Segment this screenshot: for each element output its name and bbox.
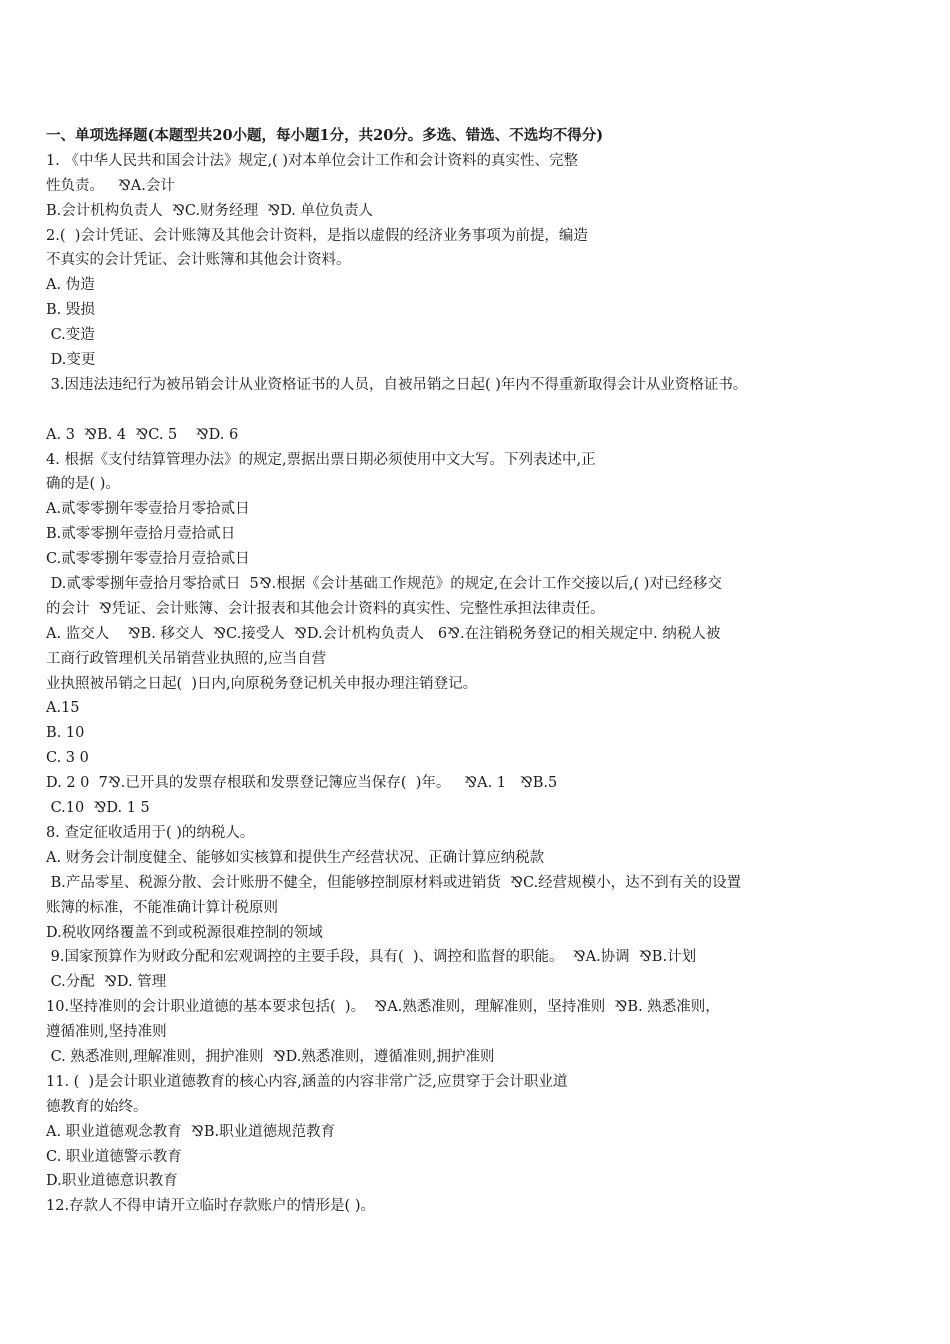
text-line: C.分配 ⅋D. 管理 — [46, 974, 167, 991]
text-line: 11. ( )是会计职业道德教育的核心内容,涵盖的内容非常广泛,应贯穿于会计职业道 — [46, 1073, 568, 1090]
text-line: A. 职业道德观念教育 ⅋B.职业道德规范教育 — [46, 1123, 336, 1140]
text-line: 9.国家预算作为财政分配和宏观调控的主要手段，具有( )、调控和监督的职能。 ⅋A.协调 ⅋B.计划 — [46, 949, 697, 966]
text-line: 账簿的标准，不能准确计算计税原则 — [46, 899, 278, 916]
text-line: C.变造 — [46, 327, 95, 344]
text-line: 工商行政管理机关吊销营业执照的,应当自营 — [46, 650, 327, 667]
text-line: 业执照被吊销之日起( )日内,向原税务登记机关申报办理注销登记。 — [46, 675, 478, 692]
text-line: D. 2 0 7⅋.已开具的发票存根联和发票登记簿应当保存( )年。 ⅋A. 1 ⅋B.5 — [46, 775, 558, 792]
text-line: C. 职业道德警示教育 — [46, 1148, 182, 1165]
text-line: C. 熟悉准则,理解准则，拥护准则 ⅋D.熟悉准则，遵循准则,拥护准则 — [46, 1048, 495, 1065]
text-line: 德教育的始终。 — [46, 1098, 148, 1115]
text-line: 遵循准则,坚持准则 — [46, 1024, 167, 1041]
text-line: 确的是( )。 — [46, 476, 120, 493]
text-line: B. 10 — [46, 725, 85, 742]
blank-line — [46, 398, 876, 423]
text-line: C.10 ⅋D. 1 5 — [46, 800, 150, 817]
text-line: B. 毁损 — [46, 302, 95, 319]
text-line: 1. 《中华人民共和国会计法》规定,( )对本单位会计工作和会计资料的真实性、完整 — [46, 152, 578, 169]
text-line: C. 3 0 — [46, 750, 89, 767]
text-line: D.职业道德意识教育 — [46, 1173, 178, 1190]
text-line: C.贰零零捌年零壹拾月壹拾贰日 — [46, 551, 250, 568]
text-line: A. 监交人 ⅋B. 移交人 ⅋C.接受人 ⅋D.会计机构负责人 6⅋.在注销税务登记的相关规定中. 纳税人被 — [46, 625, 721, 642]
text-line: 不真实的会计凭证、会计账簿和其他会计资料。 — [46, 252, 351, 269]
text-line: A. 财务会计制度健全、能够如实核算和提供生产经营状况、正确计算应纳税款 — [46, 849, 545, 866]
text-line: 3.因违法违纪行为被吊销会计从业资格证书的人员，自被吊销之日起( )年内不得重新取得会计从业资格证书。 — [46, 376, 748, 393]
text-line: 性负责。 ⅋A.会计 — [46, 177, 175, 194]
text-line: 2.( )会计凭证、会计账簿及其他会计资料，是指以虚假的经济业务事项为前提，编造 — [46, 227, 588, 244]
text-line: A. 伪造 — [46, 277, 95, 294]
text-line: 10.坚持准则的会计职业道德的基本要求包括( )。 ⅋A.熟悉准则，理解准则，坚持准则 ⅋B. 熟悉准则， — [46, 999, 720, 1016]
text-line: 4. 根据《支付结算管理办法》的规定,票据出票日期必须使用中文大写。下列表述中,正 — [46, 451, 596, 468]
text-line: B.贰零零捌年壹拾月壹拾贰日 — [46, 526, 236, 543]
text-line: B.产品零星、税源分散、会计账册不健全，但能够控制原材料或进销货 ⅋C.经营规模小，达不到有关的设置 — [46, 874, 742, 891]
section-title: 一、单项选择题(本题型共20小题，每小题1分，共20分。多选、错选、不选均不得分) — [46, 127, 604, 144]
text-line: 12.存款人不得申请开立临时存款账户的情形是( )。 — [46, 1198, 375, 1215]
text-line: A.15 — [46, 700, 80, 717]
text-line: 的会计 ⅋凭证、会计账簿、会计报表和其他会计资料的真实性、完整性承担法律责任。 — [46, 600, 605, 617]
text-line: A.贰零零捌年零壹拾月零拾贰日 — [46, 501, 250, 518]
text-line: B.会计机构负责人 ⅋C.财务经理 ⅋D. 单位负责人 — [46, 202, 374, 219]
document-page — [46, 124, 876, 1219]
text-line: D.税收网络覆盖不到或税源很难控制的领域 — [46, 924, 323, 941]
text-line: A. 3 ⅋B. 4 ⅋C. 5 ⅋D. 6 — [46, 426, 239, 443]
text-line: 8. 查定征收适用于( )的纳税人。 — [46, 824, 255, 841]
text-line: D.变更 — [46, 352, 96, 369]
text-line: D.贰零零捌年壹拾月零拾贰日 5⅋.根据《会计基础工作规范》的规定,在会计工作交接以后,( )对已经移交 — [46, 576, 722, 593]
